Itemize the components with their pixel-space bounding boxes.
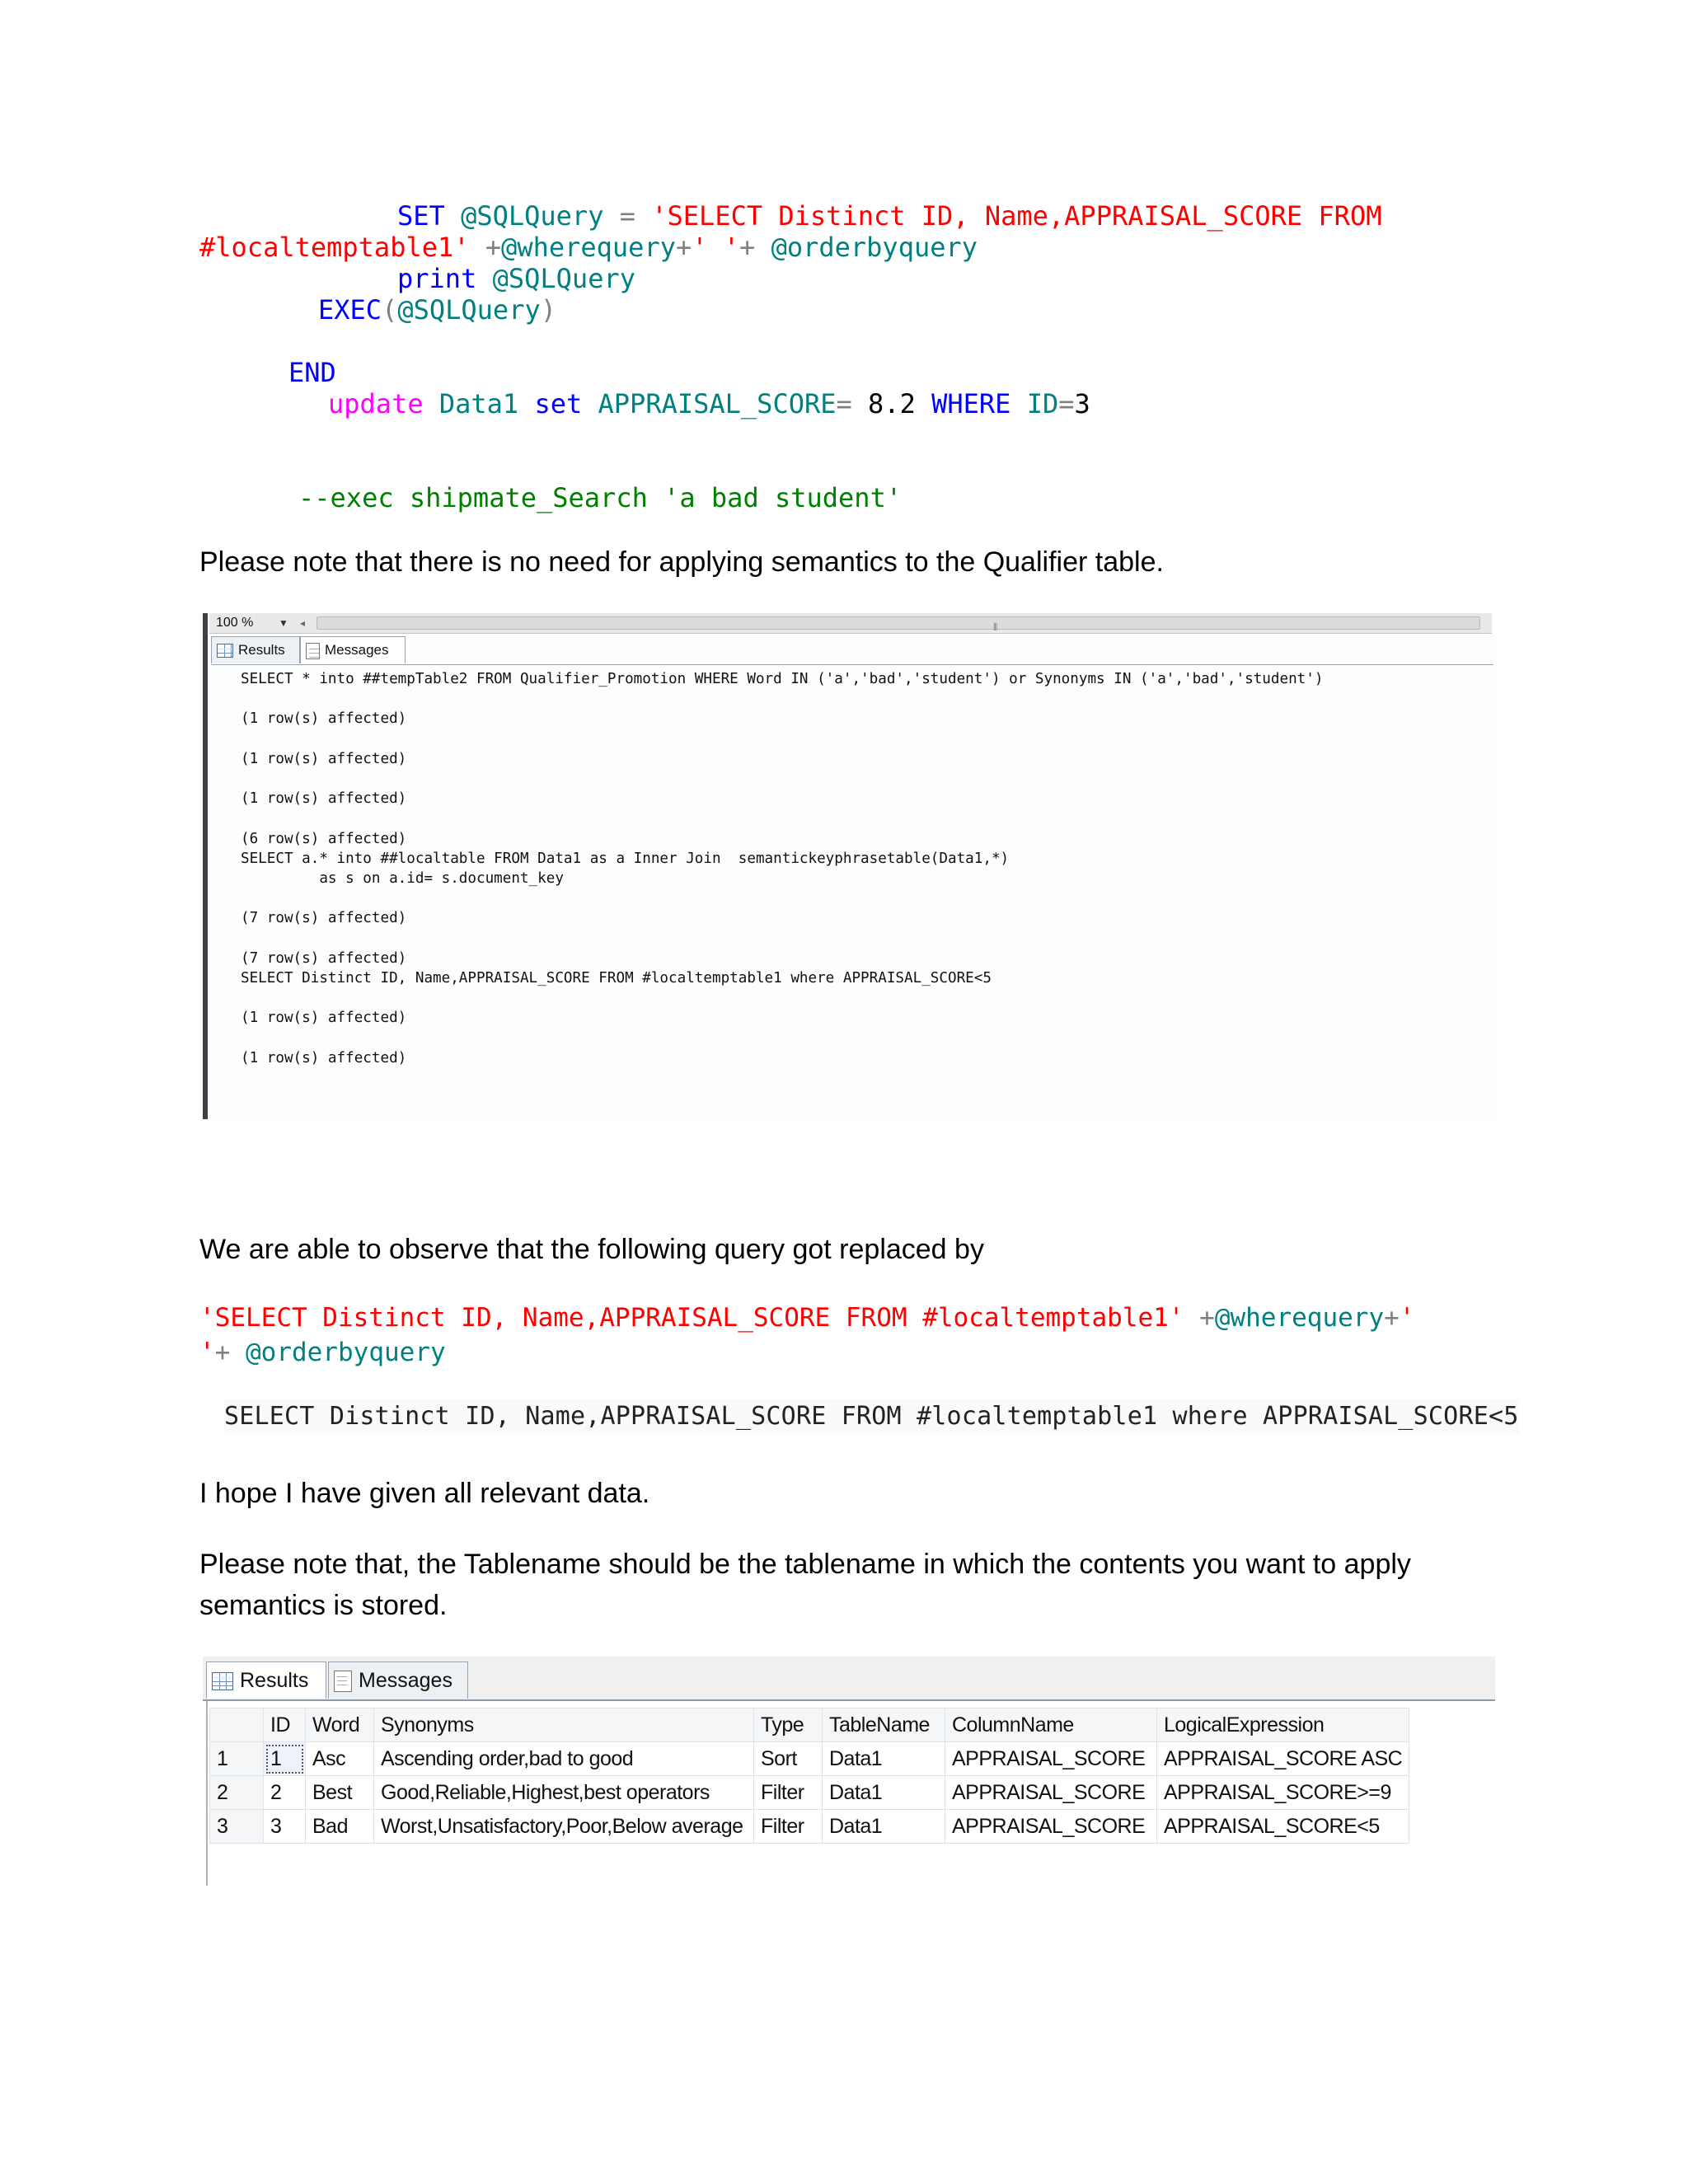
message-line: SELECT * into ##tempTable2 FROM Qualifier_Promotion WHERE Word IN ('a','bad','student') or Synonyms IN ('a','bad','student') [241,671,1324,687]
string-temptable: #localtemptable1' [199,232,470,263]
cell-logicalexpression[interactable]: APPRAISAL_SCORE ASC [1157,1742,1409,1776]
cell-tablename[interactable]: Data1 [823,1810,945,1844]
variable-sqlquery: @SQLQuery [492,263,635,294]
keyword-print: print [397,263,477,294]
code-line-set [397,200,1381,232]
string-space: ' ' [199,1303,1415,1367]
code-comment-exec: --exec shipmate_Search 'a bad student' [298,482,903,513]
variable-sqlquery: @SQLQuery [397,294,541,326]
table-row[interactable] [210,1742,1409,1776]
cell-columnname[interactable]: APPRAISAL_SCORE [945,1742,1157,1776]
keyword-set: SET [397,200,445,232]
keyword-end: END [288,357,336,388]
code-line-end [288,357,336,388]
cell-tablename[interactable]: Data1 [823,1776,945,1810]
results-table [209,1708,1409,1844]
cell-logicalexpression[interactable]: APPRAISAL_SCORE>=9 [1157,1776,1409,1810]
tab-results-label: Results [238,642,285,658]
row-number-header[interactable] [210,1708,264,1742]
paragraph-tablename-line2: semantics is stored. [199,1590,448,1621]
tab-results[interactable] [206,1661,326,1699]
tab-results-label: Results [240,1669,309,1692]
header-row [210,1708,1409,1742]
message-blank-line [241,808,1323,828]
table-row[interactable] [210,1810,1409,1844]
variable-sqlquery: @SQLQuery [461,200,604,232]
cell-logicalexpression[interactable]: APPRAISAL_SCORE<5 [1157,1810,1409,1844]
column-header-word[interactable]: Word [306,1708,374,1742]
column-id: ID [1026,388,1059,419]
variable-wherequery: @wherequery [501,232,676,263]
code-line-update [328,388,1090,419]
keyword-exec: EXEC [318,294,382,326]
tab-messages[interactable] [328,1661,468,1699]
cell-type[interactable]: Sort [754,1742,823,1776]
message-blank-line [241,1028,1323,1047]
value-8-2: 8.2 [868,388,916,419]
results-body [210,1742,1409,1844]
row-number[interactable]: 1 [210,1742,264,1776]
panel-left-border [203,613,208,1119]
operator-plus: + [675,232,692,263]
string-select: 'SELECT Distinct ID, Name,APPRAISAL_SCORE FROM [651,200,1382,232]
cell-word[interactable]: Asc [306,1742,374,1776]
column-header-columnname[interactable]: ColumnName [945,1708,1157,1742]
tab-messages-label: Messages [359,1669,452,1692]
tab-divider [211,664,1493,665]
code-line-concat [199,232,978,263]
message-blank-line [241,689,1323,709]
paragraph-qualifier-note: Please note that there is no need for applying semantics to the Qualifier table. [199,546,1164,578]
operator-equals: = [619,200,635,232]
paren-open: ( [382,294,398,326]
operator-plus: + [485,232,502,263]
column-appraisal-score: APPRAISAL_SCORE [598,388,837,419]
grid-icon [217,644,233,658]
message-blank-line [241,988,1323,1008]
variable-wherequery: @wherequery [1214,1303,1385,1333]
paren-close: ) [540,294,556,326]
table-data1: Data1 [438,388,519,419]
scrollbar-track[interactable] [316,616,1480,633]
table-row[interactable] [210,1776,1409,1810]
messages-icon [334,1671,352,1692]
cell-synonyms[interactable]: Ascending order,bad to good [374,1742,754,1776]
operator-plus: + [1199,1303,1215,1333]
keyword-update: update [328,388,424,419]
horizontal-scrollbar[interactable] [209,613,1492,634]
message-line: (1 row(s) affected) [241,750,407,767]
scrollbar-grip-icon[interactable]: ⦀ [993,621,998,633]
cell-id[interactable]: 1 [264,1742,306,1776]
messages-panel [203,613,1495,1119]
code-line-print [397,263,635,294]
keyword-where: WHERE [931,388,1011,419]
tab-messages-label: Messages [325,642,389,658]
column-header-synonyms[interactable]: Synonyms [374,1708,754,1742]
cell-type[interactable]: Filter [754,1776,823,1810]
string-space: ' ' [692,232,740,263]
row-number[interactable]: 2 [210,1776,264,1810]
cell-synonyms[interactable]: Good,Reliable,Highest,best operators [374,1776,754,1810]
grid-icon [212,1672,233,1690]
paragraph-tablename-line1: Please note that, the Tablename should be the tablename in which the contents you want to apply [199,1549,1411,1580]
messages-icon [306,643,320,659]
cell-tablename[interactable]: Data1 [823,1742,945,1776]
query-expression [199,1301,1452,1370]
message-line: SELECT Distinct ID, Name,APPRAISAL_SCORE FROM #localtemptable1 where APPRAISAL_SCORE<5 [241,969,992,987]
query-string: 'SELECT Distinct ID, Name,APPRAISAL_SCORE FROM #localtemptable1' [199,1303,1184,1333]
variable-orderbyquery: @orderbyquery [771,232,978,263]
zoom-level[interactable]: 100 % [216,616,254,630]
message-line: (7 row(s) affected) [241,910,407,927]
zoom-dropdown-icon[interactable]: ▼ [279,617,288,629]
message-line: (6 row(s) affected) [241,830,407,847]
cell-word[interactable]: Best [306,1776,374,1810]
message-line: (1 row(s) affected) [241,790,407,808]
messages-output [241,669,1323,1068]
column-header-type[interactable]: Type [754,1708,823,1742]
cell-columnname[interactable]: APPRAISAL_SCORE [945,1776,1157,1810]
replaced-sql-screenshot: SELECT Distinct ID, Name,APPRAISAL_SCORE FROM #localtemptable1 where APPRAISAL_SCORE<5 [224,1399,1519,1434]
column-header-logicalexpression[interactable]: LogicalExpression [1157,1708,1409,1742]
message-blank-line [241,729,1323,749]
cell-id[interactable]: 2 [264,1776,306,1810]
message-blank-line [241,928,1323,948]
message-line: SELECT a.* into ##localtable FROM Data1 as a Inner Join semantickeyphrasetable(Data1,*) [241,850,1010,867]
message-blank-line [241,888,1323,908]
operator-plus: + [739,232,756,263]
results-grid-panel [203,1657,1495,1886]
cell-id[interactable]: 3 [264,1810,306,1844]
operator-equals: = [836,388,852,419]
cell-columnname[interactable]: APPRAISAL_SCORE [945,1810,1157,1844]
tab-results[interactable] [211,636,300,663]
variable-orderbyquery: @orderbyquery [246,1338,446,1367]
tab-messages[interactable] [300,636,406,663]
operator-plus: + [214,1338,231,1367]
message-line: (1 row(s) affected) [241,1049,407,1066]
message-line: (1 row(s) affected) [241,710,407,728]
scroll-left-icon[interactable]: ◂ [300,617,306,629]
message-line: (1 row(s) affected) [241,1010,407,1027]
operator-equals: = [1058,388,1075,419]
code-line-exec [318,294,556,326]
tab-divider [203,1699,1495,1701]
grid-left-edge [206,1701,208,1886]
operator-plus: + [1384,1303,1400,1333]
column-header-id[interactable]: ID [264,1708,306,1742]
column-header-tablename[interactable]: TableName [823,1708,945,1742]
message-line: (7 row(s) affected) [241,949,407,967]
row-number[interactable]: 3 [210,1810,264,1844]
paragraph-observe: We are able to observe that the following query got replaced by [199,1234,984,1265]
value-3: 3 [1074,388,1090,419]
cell-type[interactable]: Filter [754,1810,823,1844]
keyword-set: set [534,388,583,419]
message-line: as s on a.id= s.document_key [241,869,564,887]
cell-synonyms[interactable]: Worst,Unsatisfactory,Poor,Below average [374,1810,754,1844]
message-blank-line [241,769,1323,789]
cell-word[interactable]: Bad [306,1810,374,1844]
paragraph-hope: I hope I have given all relevant data. [199,1478,650,1509]
